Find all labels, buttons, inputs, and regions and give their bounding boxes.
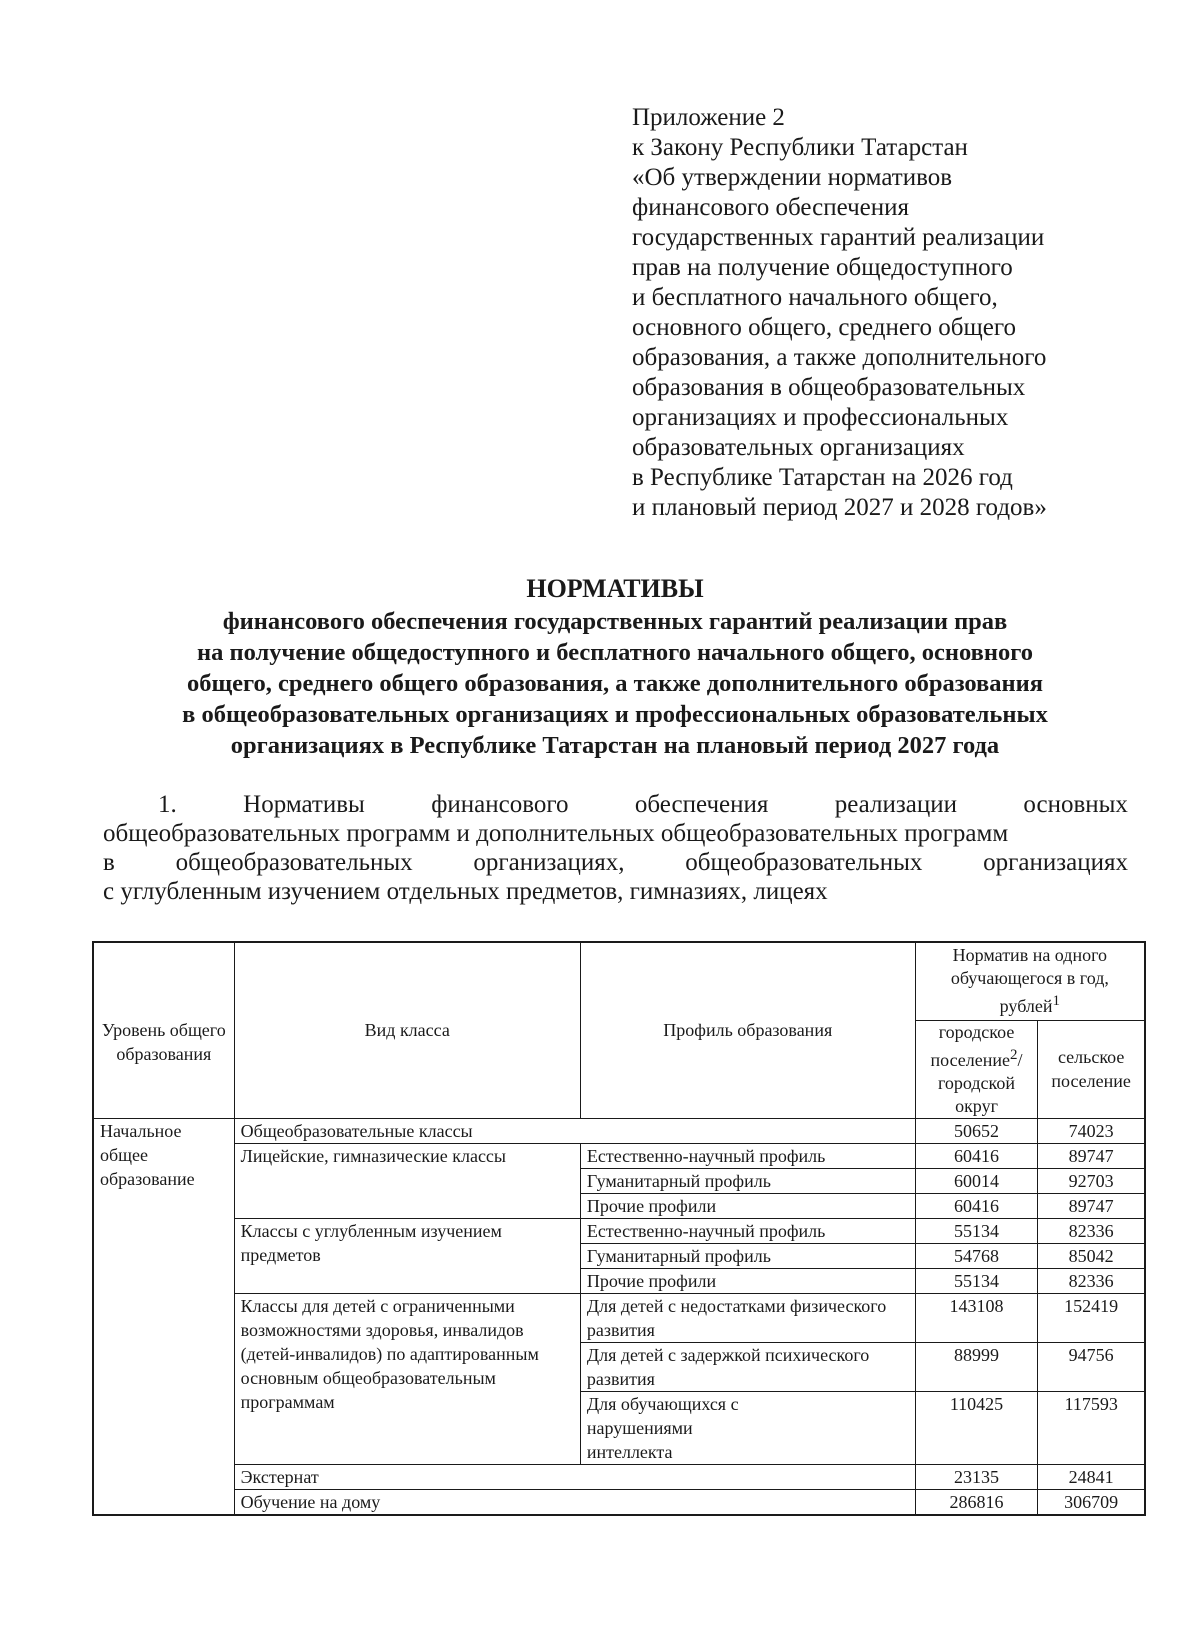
appendix-line: организациях и профессиональных (632, 404, 1009, 431)
header-profile: Профиль образования (580, 942, 915, 1118)
class-type-cell: Классы для детей с ограниченными возможностями здоровья, инвалидов (детей-инвалидов) по адаптированным основным общеобразовательным программам (234, 1293, 580, 1464)
header-norm-text: Норматив на одного обучающегося в год, рублей (950, 945, 1109, 1017)
urban-value: 286816 (915, 1489, 1038, 1515)
subtitle-line: общего, среднего общего образования, а также дополнительного образования (186, 670, 1044, 697)
urban-value: 88999 (915, 1342, 1038, 1391)
level-cell: Начальное общее образование (93, 1118, 234, 1515)
rural-value: 74023 (1038, 1118, 1145, 1143)
word: организациях, (473, 849, 625, 876)
profile-cell: Гуманитарный профиль (580, 1168, 915, 1193)
urban-value: 55134 (915, 1218, 1038, 1243)
rural-value: 82336 (1038, 1218, 1145, 1243)
class-type-cell: Классы с углубленным изучением предметов (234, 1218, 580, 1293)
class-type-cell: Лицейские, гимназические классы (234, 1143, 580, 1218)
appendix-line: образовательных организациях (632, 434, 965, 461)
word: финансового (431, 791, 569, 818)
title-subtitle (60, 606, 1170, 761)
section-paragraph (103, 790, 1128, 906)
footnote-ref: 2 (1010, 1046, 1018, 1063)
profile-cell: Прочие профили (580, 1268, 915, 1293)
urban-value: 60014 (915, 1168, 1038, 1193)
urban-value: 60416 (915, 1143, 1038, 1168)
rural-value: 306709 (1038, 1489, 1145, 1515)
subtitle-line: организациях в Республике Татарстан на плановый период 2027 года (230, 732, 1000, 759)
word: общеобразовательных (685, 849, 923, 876)
appendix-line: в Республике Татарстан на 2026 год (632, 464, 1013, 491)
paragraph-line: с углубленным изучением отдельных предметов, гимназиях, лицеях (103, 878, 828, 905)
profile-cell: Для детей с задержкой психического развития (580, 1342, 915, 1391)
word: основных (1023, 791, 1128, 818)
class-type-cell: Общеобразовательные классы (234, 1118, 915, 1143)
word: реализации (834, 791, 957, 818)
appendix-line: «Об утверждении нормативов (632, 164, 953, 191)
word: обеспечения (634, 791, 769, 818)
urban-value: 55134 (915, 1268, 1038, 1293)
appendix-line: и бесплатного начального общего, (632, 284, 998, 311)
urban-value: 23135 (915, 1464, 1038, 1489)
section-number: 1. (158, 791, 177, 818)
urban-value: 60416 (915, 1193, 1038, 1218)
header-urban-text: городское поселение (930, 1021, 1015, 1070)
rural-value: 92703 (1038, 1168, 1145, 1193)
urban-value: 143108 (915, 1293, 1038, 1342)
class-type-cell: Экстернат (234, 1464, 915, 1489)
paragraph-line: общеобразовательных программ и дополнительных общеобразовательных программ (103, 820, 1009, 847)
header-class-type: Вид класса (234, 942, 580, 1118)
word: в (103, 849, 115, 876)
appendix-line: прав на получение общедоступного (632, 254, 1013, 281)
profile-cell: Гуманитарный профиль (580, 1243, 915, 1268)
title-main: НОРМАТИВЫ (526, 574, 704, 603)
profile-cell: Естественно-научный профиль (580, 1143, 915, 1168)
header-urban (915, 1020, 1038, 1118)
footnote-ref: 1 (1052, 993, 1061, 1010)
rural-value: 152419 (1038, 1293, 1145, 1342)
norms-table (92, 941, 1146, 1516)
rural-value: 89747 (1038, 1193, 1145, 1218)
appendix-line: основного общего, среднего общего (632, 314, 1016, 341)
subtitle-line: финансового обеспечения государственных гарантий реализации прав (222, 608, 1008, 635)
subtitle-line: в общеобразовательных организациях и профессиональных образовательных (182, 701, 1048, 728)
profile-cell: Для детей с недостатками физического развития (580, 1293, 915, 1342)
rural-value: 85042 (1038, 1243, 1145, 1268)
profile-cell: Естественно-научный профиль (580, 1218, 915, 1243)
appendix-line: и плановый период 2027 и 2028 годов» (632, 494, 1047, 521)
appendix-line: к Закону Республики Татарстан (632, 134, 968, 161)
header-norm (915, 942, 1145, 1020)
rural-value: 82336 (1038, 1268, 1145, 1293)
class-type-cell: Обучение на дому (234, 1489, 915, 1515)
header-urban-suffix: / городской округ (937, 1049, 1023, 1116)
rural-value: 24841 (1038, 1464, 1145, 1489)
appendix-reference (632, 103, 1172, 523)
subtitle-line: на получение общедоступного и бесплатного начального общего, основного (197, 639, 1033, 666)
appendix-line: финансового обеспечения (632, 194, 910, 221)
urban-value: 54768 (915, 1243, 1038, 1268)
word: общеобразовательных (175, 849, 413, 876)
header-rural: сельское поселение (1038, 1020, 1145, 1118)
rural-value: 89747 (1038, 1143, 1145, 1168)
appendix-line: государственных гарантий реализации (632, 224, 1045, 251)
appendix-line: образования, а также дополнительного (632, 344, 1047, 371)
document-title (60, 572, 1170, 761)
header-level: Уровень общего образования (93, 942, 234, 1118)
word: Нормативы (243, 791, 365, 818)
urban-value: 110425 (915, 1391, 1038, 1464)
urban-value: 50652 (915, 1118, 1038, 1143)
profile-cell: Прочие профили (580, 1193, 915, 1218)
paragraph-line (103, 848, 1128, 877)
paragraph-line (103, 790, 1128, 819)
word: организациях (983, 849, 1128, 876)
appendix-line: образования в общеобразовательных (632, 374, 1026, 401)
profile-cell: Для обучающихся с нарушениями интеллекта (580, 1391, 915, 1464)
rural-value: 94756 (1038, 1342, 1145, 1391)
appendix-line: Приложение 2 (632, 104, 785, 131)
rural-value: 117593 (1038, 1391, 1145, 1464)
